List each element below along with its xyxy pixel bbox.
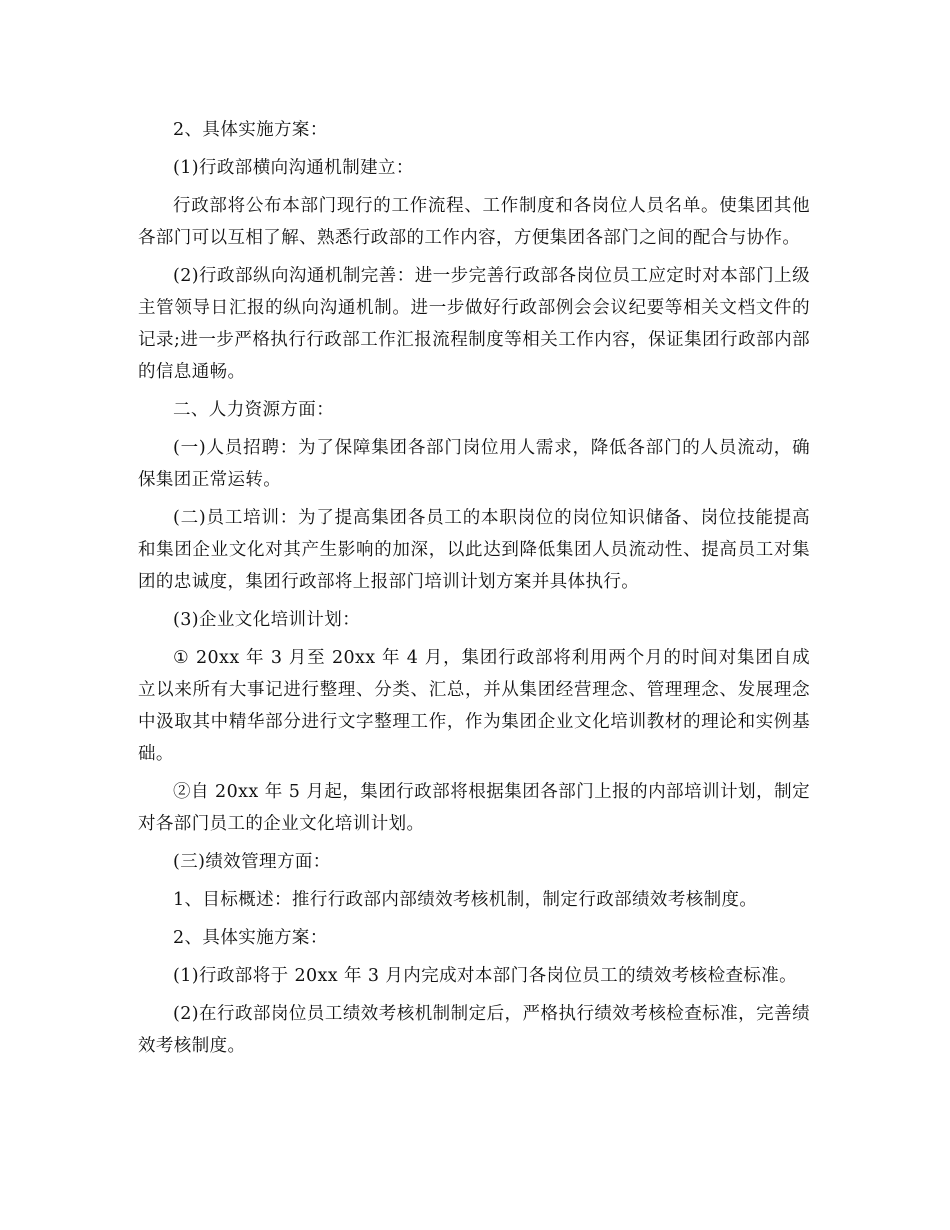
paragraph-vertical-communication: (2)行政部纵向沟通机制完善：进一步完善行政部各岗位员工应定时对本部门上级主管领导日汇报的纵向沟通机制。进一步做好行政部例会会议纪要等相关文档文件的记录;进一步严格执行行政部工作汇报流程制度等相关工作内容，保证集团行政部内部的信息通畅。 bbox=[138, 266, 810, 382]
document-body bbox=[138, 114, 810, 1068]
paragraph-goal-overview: 1、目标概述：推行行政部内部绩效考核机制，制定行政部绩效考核制度。 bbox=[173, 890, 758, 910]
paragraph-performance-plan-item-2: (2)在行政部岗位员工绩效考核机制制定后，严格执行绩效考核检查标准，完善绩效考核制度。 bbox=[138, 1004, 810, 1056]
section-heading-human-resources: 二、人力资源方面： bbox=[173, 400, 335, 420]
paragraph-implementation-plan-heading: 2、具体实施方案： bbox=[173, 120, 328, 140]
paragraph-performance-plan-heading: 2、具体实施方案： bbox=[173, 928, 328, 948]
paragraph-horizontal-communication-heading: (1)行政部横向沟通机制建立： bbox=[173, 158, 414, 178]
paragraph-culture-training-heading: (3)企业文化培训计划： bbox=[173, 610, 361, 630]
paragraph-culture-training-item-1: ① 20xx 年 3 月至 20xx 年 4 月，集团行政部将利用两个月的时间对集团自成立以来所有大事记进行整理、分类、汇总，并从集团经营理念、管理理念、发展理念中汲取其中精华部分进行文字整理工作，作为集团企业文化培训教材的理论和实例基础。 bbox=[138, 648, 810, 764]
paragraph-employee-training: (二)员工培训：为了提高集团各员工的本职岗位的岗位知识储备、岗位技能提高和集团企业文化对其产生影响的加深，以此达到降低集团人员流动性、提高员工对集团的忠诚度，集团行政部将上报部门培训计划方案并具体执行。 bbox=[138, 508, 810, 592]
paragraph-recruitment: (一)人员招聘：为了保障集团各部门岗位用人需求，降低各部门的人员流动，确保集团正常运转。 bbox=[138, 438, 810, 490]
paragraph-performance-plan-item-1: (1)行政部将于 20xx 年 3 月内完成对本部门各岗位员工的绩效考核检查标准。 bbox=[173, 966, 798, 986]
section-heading-performance: (三)绩效管理方面： bbox=[173, 852, 331, 872]
paragraph-culture-training-item-2: ②自 20xx 年 5 月起，集团行政部将根据集团各部门上报的内部培训计划，制定对各部门员工的企业文化培训计划。 bbox=[138, 782, 810, 834]
paragraph-horizontal-communication-body: 行政部将公布本部门现行的工作流程、工作制度和各岗位人员名单。使集团其他各部门可以互相了解、熟悉行政部的工作内容，方便集团各部门之间的配合与协作。 bbox=[138, 196, 810, 248]
